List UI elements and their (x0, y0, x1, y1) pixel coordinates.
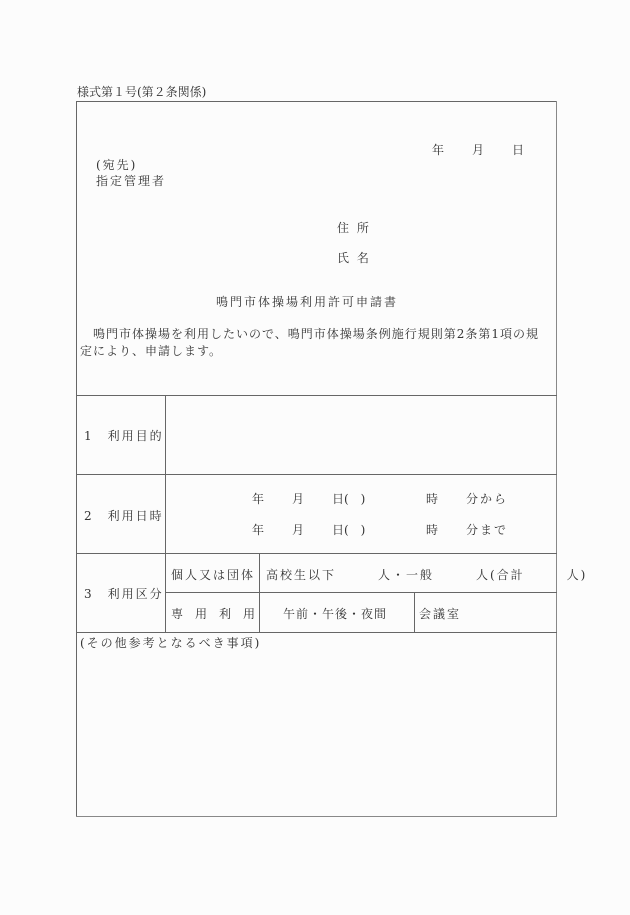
to-year: 年 (252, 523, 265, 537)
date-day: 日 (512, 143, 525, 157)
divider-category-mid (165, 592, 557, 593)
datetime-label: 2 利用日時 (84, 509, 164, 523)
exclusive-room: 会議室 (419, 607, 462, 621)
border-right (556, 101, 557, 817)
body-text-line2: 定により、申請します。 (80, 344, 223, 358)
purpose-label: 1 利用目的 (84, 429, 164, 443)
exclusive-time: 午前・午後・夜間 (283, 607, 388, 621)
from-day: 日( ) (332, 492, 366, 506)
divider-category-sublabel (259, 553, 260, 632)
name-label: 氏 名 (337, 251, 371, 265)
from-month: 月 (292, 492, 305, 506)
to-day: 日( ) (332, 523, 366, 537)
divider-datetime-top (76, 474, 557, 475)
date-year: 年 (432, 143, 445, 157)
addressee-label: (宛先) (96, 158, 138, 172)
border-top (76, 101, 557, 102)
divider-notes-top (76, 632, 557, 633)
form-number: 様式第１号(第２条関係) (77, 85, 207, 99)
to-month: 月 (292, 523, 305, 537)
to-hour: 時 (426, 523, 439, 537)
document-title: 鳴門市体操場利用許可申請書 (216, 295, 399, 309)
date-month: 月 (472, 143, 485, 157)
address-label: 住 所 (337, 221, 371, 235)
from-year: 年 (252, 492, 265, 506)
from-minute: 分から (466, 492, 509, 506)
divider-category-top (76, 553, 557, 554)
notes-label: (その他参考となるべき事項) (80, 636, 262, 650)
divider-room (414, 592, 415, 632)
to-minute: 分まで (466, 523, 509, 537)
border-bottom (76, 816, 557, 817)
individual-value: 高校生以下 人・一般 人(合計 人) (266, 568, 588, 582)
notes-field[interactable] (77, 652, 556, 815)
purpose-field[interactable] (166, 396, 556, 474)
body-text-line1: 鳴門市体操場を利用したいので、鳴門市体操場条例施行規則第2条第1項の規 (80, 327, 540, 341)
category-label: 3 利用区分 (84, 587, 164, 601)
addressee: 指定管理者 (96, 174, 167, 188)
from-hour: 時 (426, 492, 439, 506)
individual-label: 個人又は団体 (171, 568, 256, 582)
exclusive-label: 専 用 利 用 (171, 607, 256, 621)
